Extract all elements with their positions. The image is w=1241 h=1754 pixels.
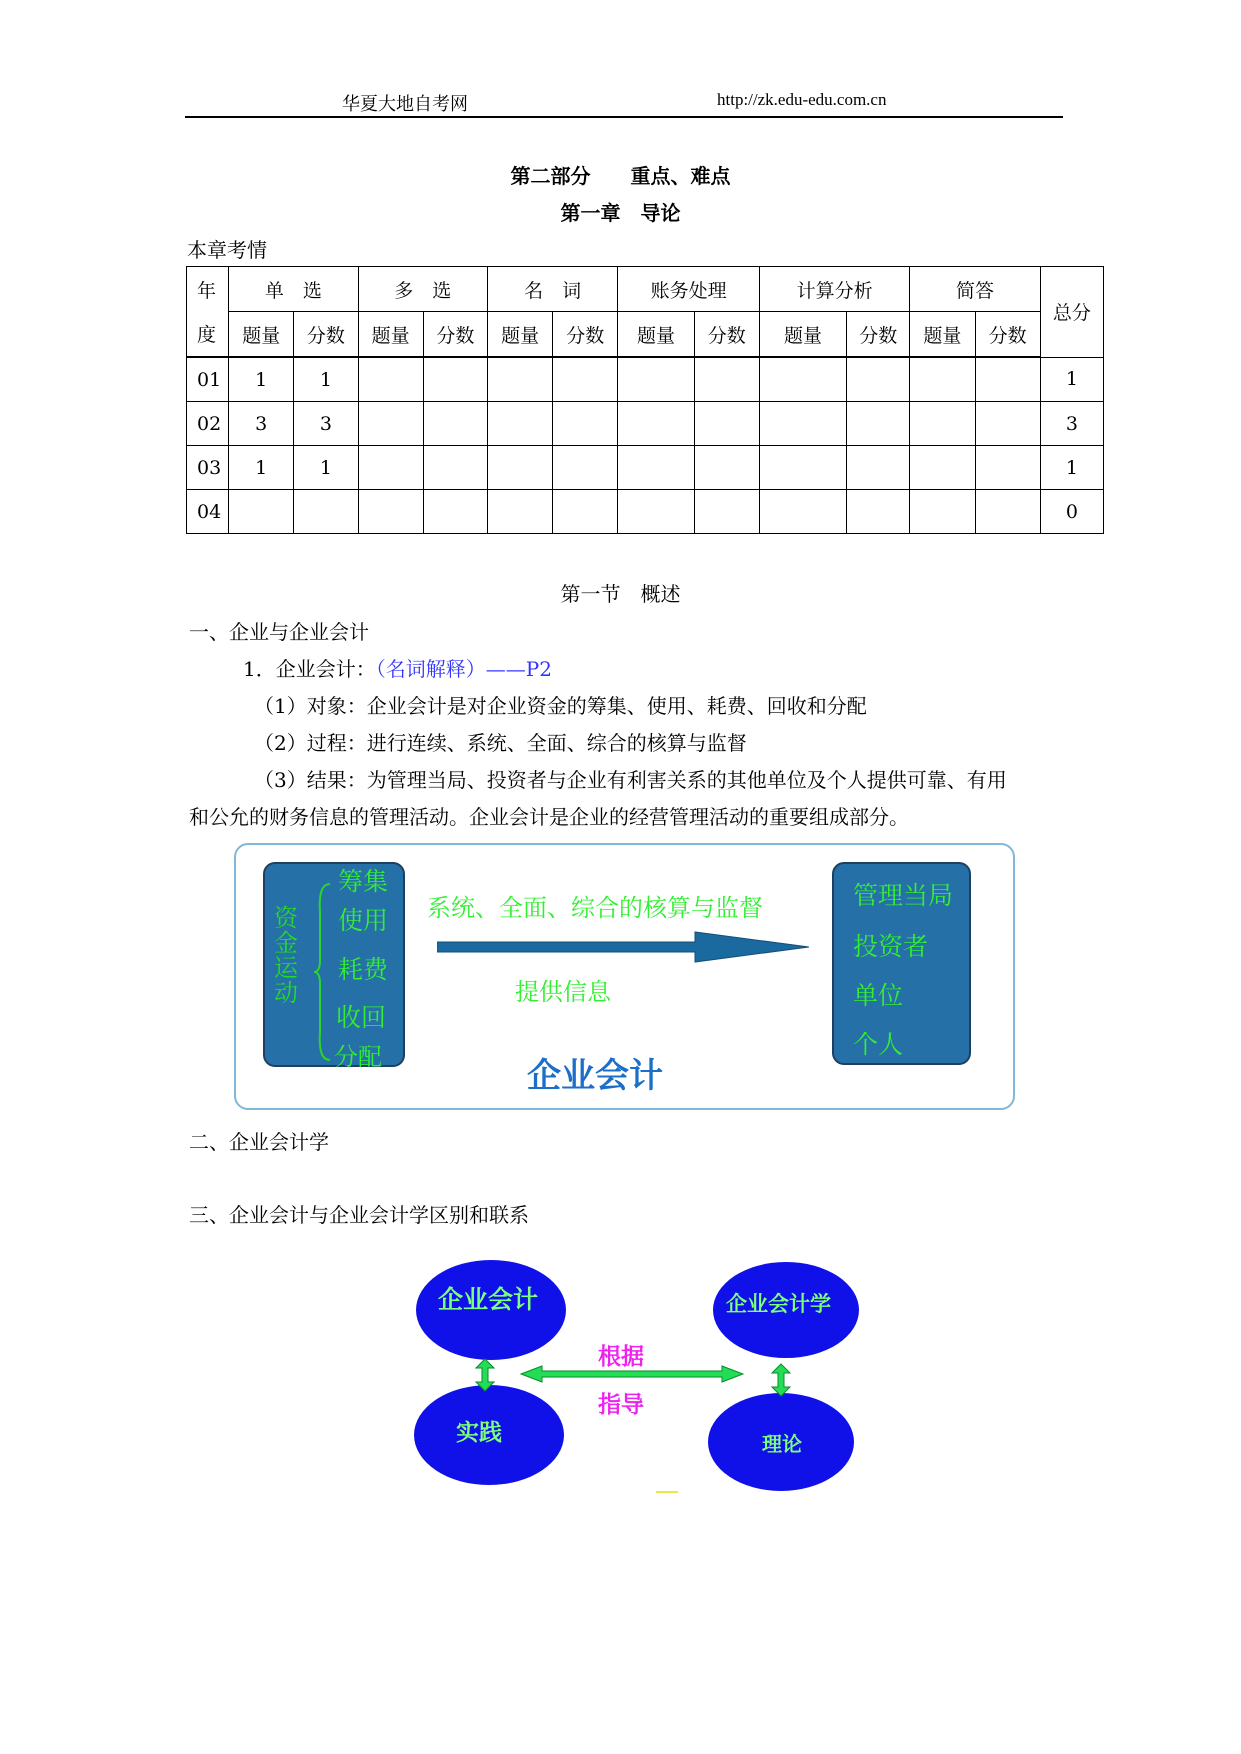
row-year: 04: [187, 490, 229, 534]
table-row: [187, 490, 1104, 534]
cell: [618, 402, 694, 446]
right-item-unit: 单位: [853, 981, 904, 1010]
row-total: 1: [1040, 357, 1103, 402]
row-total: 0: [1040, 490, 1103, 534]
point-3-line-2: 和公允的财务信息的管理活动。企业会计是企业的经营管理活动的重要组成部分。: [189, 805, 909, 829]
cell: [910, 446, 975, 490]
table-header-row: [187, 267, 1104, 312]
header-year-top: 年: [187, 267, 229, 312]
cell: [487, 402, 552, 446]
header-url[interactable]: http://zk.edu-edu.com.cn: [717, 90, 887, 109]
section-title: 第一节 概述: [560, 582, 681, 606]
header-site-name: 华夏大地自考网: [342, 94, 468, 115]
cell: [759, 490, 846, 534]
cell: [423, 490, 487, 534]
cell: [694, 446, 759, 490]
item-1: [243, 653, 552, 682]
header-group-accounting: 账务处理: [618, 267, 759, 312]
cell: [759, 402, 846, 446]
point-1: （1）对象：企业会计是对企业资金的筹集、使用、耗费、回收和分配: [254, 694, 867, 718]
exam-stats-table: [186, 266, 1104, 534]
header-group-multi: 多 选: [358, 267, 487, 312]
point-2: （2）过程：进行连续、系统、全面、综合的核算与监督: [254, 731, 747, 755]
cell: [553, 446, 618, 490]
cell: 1: [294, 357, 358, 402]
cell: [423, 402, 487, 446]
exam-section-label: 本章考情: [187, 238, 267, 262]
ellipse-theory-label: 理论: [762, 1432, 802, 1456]
left-item-consume: 耗费: [338, 955, 389, 984]
cell: 1: [229, 446, 294, 490]
header-group-single: 单 选: [229, 267, 358, 312]
cell: [694, 402, 759, 446]
header-year-bottom: 度: [187, 312, 229, 358]
cell: [847, 446, 910, 490]
cell: [423, 446, 487, 490]
subheader-qty: 题量: [358, 312, 423, 358]
label-basis: 根据: [598, 1344, 644, 1370]
cell: [487, 446, 552, 490]
table-row: [187, 446, 1104, 490]
heading-1: 一、企业与企业会计: [189, 620, 369, 644]
right-item-individual: 个人: [853, 1030, 904, 1059]
cell: [618, 357, 694, 402]
row-total: 3: [1040, 402, 1103, 446]
right-item-investor: 投资者: [853, 932, 929, 961]
cell: [847, 490, 910, 534]
brace-icon: [312, 882, 334, 1062]
subheader-score: 分数: [847, 312, 910, 358]
header-group-calculation: 计算分析: [759, 267, 909, 312]
cell: [358, 446, 423, 490]
cell: [423, 357, 487, 402]
cell: [847, 357, 910, 402]
heading-2: 二、企业会计学: [189, 1130, 329, 1154]
point-3-line-1: （3）结果：为管理当局、投资者与企业有利害关系的其他单位及个人提供可靠、有用: [254, 768, 1007, 792]
vertical-arrow-left-icon: [474, 1358, 496, 1392]
cell: [553, 357, 618, 402]
cell: [553, 402, 618, 446]
cell: [847, 402, 910, 446]
row-total: 1: [1040, 446, 1103, 490]
ellipse-enterprise-accounting-label: 企业会计: [438, 1285, 539, 1314]
cell: 3: [229, 402, 294, 446]
cell: [618, 490, 694, 534]
vertical-arrow-right-icon: [770, 1363, 792, 1397]
cell: [910, 357, 975, 402]
item-1-prefix: 1．企业会计：: [243, 657, 376, 681]
subheader-score: 分数: [423, 312, 487, 358]
cell: 3: [294, 402, 358, 446]
left-item-distribute: 分配: [334, 1043, 382, 1071]
cell: [487, 490, 552, 534]
diagram-caption: 企业会计: [527, 1056, 663, 1096]
cell: [975, 446, 1040, 490]
cell: [358, 357, 423, 402]
cell: [910, 402, 975, 446]
right-arrow-icon: [437, 930, 809, 964]
row-year: 01: [187, 357, 229, 402]
cell: [358, 402, 423, 446]
cell: [975, 357, 1040, 402]
header-total: 总分: [1040, 267, 1103, 358]
header-group-short-answer: 简答: [910, 267, 1040, 312]
cell: [618, 446, 694, 490]
heading-3: 三、企业会计与企业会计学区别和联系: [189, 1203, 529, 1227]
subheader-score: 分数: [553, 312, 618, 358]
cell: 1: [294, 446, 358, 490]
stray-mark: [656, 1491, 678, 1493]
cell: [229, 490, 294, 534]
ellipse-accounting-science-label: 企业会计学: [726, 1292, 831, 1316]
cell: [358, 490, 423, 534]
subheader-score: 分数: [294, 312, 358, 358]
subheader-score: 分数: [694, 312, 759, 358]
capital-movement-label: 资金运动: [274, 904, 298, 1007]
subheader-qty: 题量: [618, 312, 694, 358]
subheader-qty: 题量: [759, 312, 846, 358]
table-subheader-row: [187, 312, 1104, 358]
part-title: 第二部分 重点、难点: [510, 164, 731, 188]
arrow-bottom-label: 提供信息: [515, 978, 611, 1006]
arrow-top-label: 系统、全面、综合的核算与监督: [427, 894, 763, 922]
cell: [759, 446, 846, 490]
cell: [759, 357, 846, 402]
right-item-management: 管理当局: [853, 881, 954, 910]
label-guidance: 指导: [598, 1392, 644, 1418]
cell: [553, 490, 618, 534]
row-year: 02: [187, 402, 229, 446]
subheader-score: 分数: [975, 312, 1040, 358]
header-group-term: 名 词: [487, 267, 617, 312]
row-year: 03: [187, 446, 229, 490]
cell: [975, 490, 1040, 534]
cell: [694, 490, 759, 534]
cell: [694, 357, 759, 402]
cell: [910, 490, 975, 534]
left-item-use: 使用: [338, 906, 389, 935]
table-row: [187, 357, 1104, 402]
chapter-title: 第一章 导论: [560, 201, 681, 225]
cell: [975, 402, 1040, 446]
header-rule: [185, 116, 1063, 118]
subheader-qty: 题量: [910, 312, 975, 358]
item-1-link[interactable]: （名词解释）——P2: [375, 657, 552, 681]
cell: 1: [229, 357, 294, 402]
subheader-qty: 题量: [229, 312, 294, 358]
cell: [487, 357, 552, 402]
ellipse-practice-label: 实践: [456, 1420, 502, 1446]
subheader-qty: 题量: [487, 312, 552, 358]
left-item-recover: 收回: [336, 1003, 387, 1032]
left-item-raise: 筹集: [338, 867, 389, 896]
table-row: [187, 402, 1104, 446]
cell: [294, 490, 358, 534]
